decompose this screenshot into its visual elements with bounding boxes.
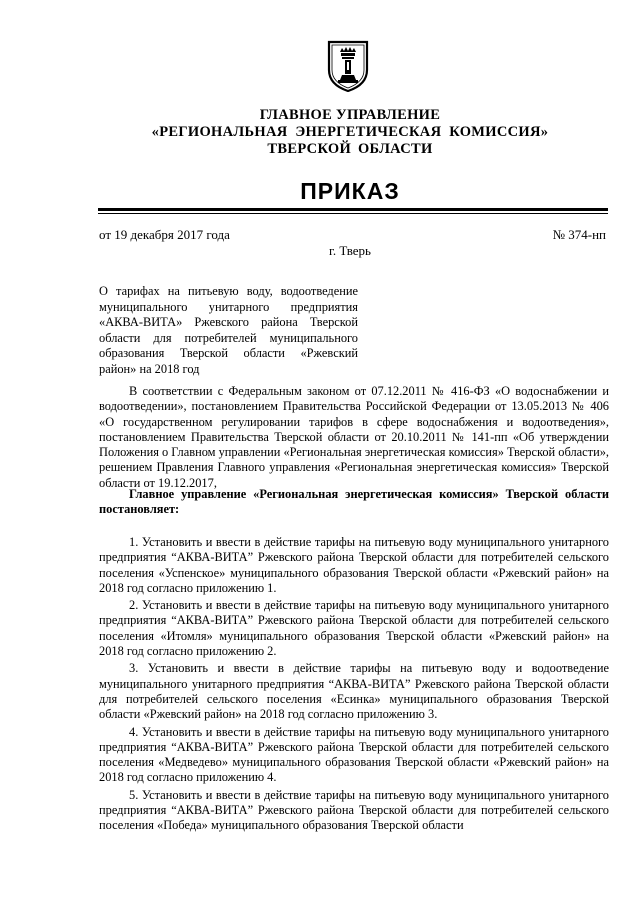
agency-name-line-1: ГЛАВНОЕ УПРАВЛЕНИЕ (259, 107, 441, 123)
resolution-statement: Главное управление «Региональная энергетическая комиссия» Тверской области постановляет: (99, 487, 609, 517)
order-item: 3. Установить и ввести в действие тарифы на питьевую воду и водоотведение муниципального унитарного предприятия “АКВА-ВИТА” Ржевского района Тверской области для потребителей сельского поселения «Есинка» муниципального образования Тверской области «Ржевский район» на 2018 год согласно приложению 3. (99, 661, 609, 722)
agency-name-line-3: ТВЕРСКОЙ ОБЛАСТИ (267, 141, 433, 157)
order-item: 2. Установить и ввести в действие тарифы на питьевую воду муниципального унитарного предприятия “АКВА-ВИТА” Ржевского района Тверской области для потребителей сельского поселения «Итомля» муниципального образования Тверской области «Ржевский район» на 2018 год согласно приложению 2. (99, 598, 609, 659)
order-items (99, 535, 609, 836)
document-city: г. Тверь (329, 243, 371, 258)
document-type-title: ПРИКАЗ (300, 178, 400, 204)
header-divider-thin (98, 213, 608, 214)
order-item: 1. Установить и ввести в действие тарифы на питьевую воду муниципального унитарного предприятия “АКВА-ВИТА” Ржевского района Тверской области для потребителей сельского поселения «Успенское» муниципального образования Тверской области «Ржевский район» на 2018 год согласно приложению 1. (99, 535, 609, 595)
document-preamble: В соответствии с Федеральным законом от 07.12.2011 № 416-ФЗ «О водоснабжении и водоотведении», постановлением Правительства Российской Федерации от 13.05.2013 № 406 «О государственном регулировании тарифов в сфере водоснабжения и водоотведения», постановлением Правительства Тверской области от 20.10.2011 № 141-пп «Об утверждении Положения о Главном управлении «Региональная энергетическая комиссия» Тверской области», решением Правления Главного управления «Региональная энергетическая комиссия» Тверской области от 19.12.2017, (99, 384, 609, 490)
document-number: № 374-нп (552, 227, 606, 242)
order-item: 5. Установить и ввести в действие тарифы на питьевую воду муниципального унитарного предприятия “АКВА-ВИТА” Ржевского района Тверской области для потребителей сельского поселения «Победа» муниципального образования Тверской области (99, 787, 609, 833)
document-date: от 19 декабря 2017 года (99, 227, 230, 242)
header-divider-thick (98, 208, 608, 211)
coat-of-arms-icon (327, 40, 369, 92)
document-subject: О тарифах на питьевую воду, водоотведение муниципального унитарного предприятия «АКВА-ВИТА» Ржевского района Тверской области для потребителей муниципального образования Тверской области «Ржевский район» на 2018 год (99, 284, 358, 376)
agency-name-line-2: «РЕГИОНАЛЬНАЯ ЭНЕРГЕТИЧЕСКАЯ КОМИССИЯ» (151, 124, 549, 140)
order-item: 4. Установить и ввести в действие тарифы на питьевую воду муниципального унитарного предприятия “АКВА-ВИТА” Ржевского района Тверской области для потребителей сельского поселения «Медведево» муниципального образования Тверской области «Ржевский район» на 2018 год согласно приложению 4. (99, 724, 609, 785)
